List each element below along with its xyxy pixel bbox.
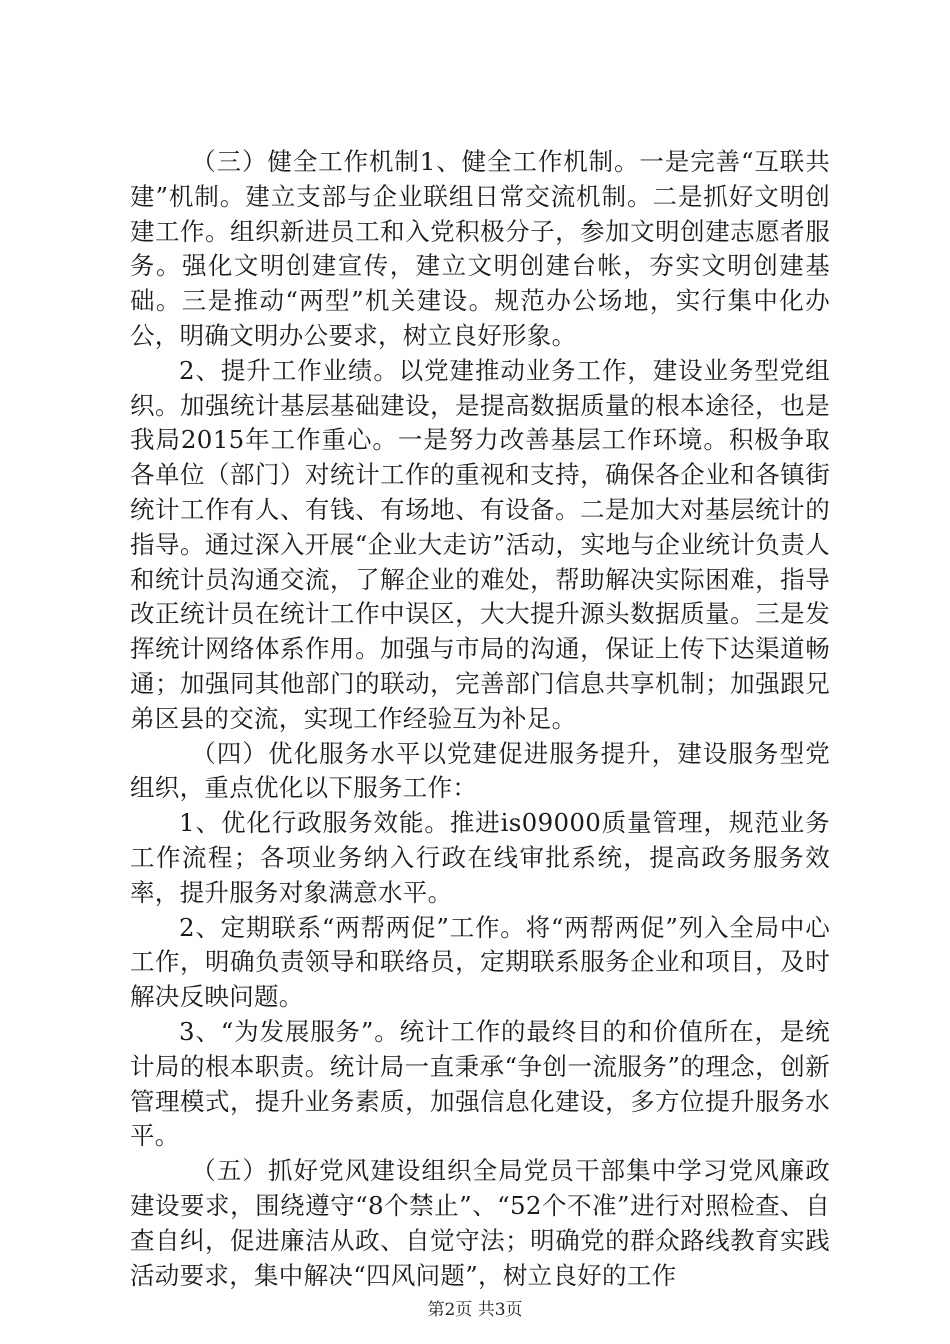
paragraph-section-3: （三）健全工作机制1、健全工作机制。一是完善“互联共建”机制。建立支部与企业联组日常交流机制。二是抓好文明创建工作。组织新进员工和入党积极分子，参加文明创建志愿者服务。强化文明创建宣传，建立文明创建台帐，夯实文明创建基础。三是推动“两型”机关建设。规范办公场地，实行集中化办公，明确文明办公要求，树立良好形象。 [130,147,831,350]
paragraph-section-5: （五）抓好党风建设组织全局党员干部集中学习党风廉政建设要求，围绕遵守“8个禁止”、“52个不准”进行对照检查、自查自纠，促进廉洁从政、自觉守法；明确党的群众路线教育实践活动要求，集中解决“四风问题”，树立良好的工作 [130,1156,830,1290]
paragraph-item-3-development: 3、“为发展服务”。统计工作的最终目的和价值所在，是统计局的根本职责。统计局一直秉承“争创一流服务”的理念，创新管理模式，提升业务素质，加强信息化建设，多方位提升服务水平。 [130,1016,830,1151]
page-footer: 第2页 共3页 [427,1300,523,1320]
document-body [130,145,830,1293]
paragraph-item-2-performance: 2、提升工作业绩。以党建推动业务工作，建设业务型党组织。加强统计基层基础建设，是提高数据质量的根本途径，也是我局2015年工作重心。一是努力改善基层工作环境。积极争取各单位（部门）对统计工作的重视和支持，确保各企业和各镇街统计工作有人、有钱、有场地、有设备。二是加大对基层统计的指导。通过深入开展“企业大走访”活动，实地与企业统计负责人和统计员沟通交流，了解企业的难处，帮助解决实际困难，指导改正统计员在统计工作中误区，大大提升源头数据质量。三是发挥统计网络体系作用。加强与市局的沟通，保证上传下达渠道畅通；加强同其他部门的联动，完善部门信息共享机制；加强跟兄弟区县的交流，实现工作经验互为补足。 [130,355,830,733]
paragraph-item-1-service: 1、优化行政服务效能。推进is09000质量管理，规范业务工作流程；各项业务纳入行政在线审批系统，提高政务服务效率，提升服务对象满意水平。 [130,808,830,907]
paragraph-section-4: （四）优化服务水平以党建促进服务提升，建设服务型党组织，重点优化以下服务工作： [130,738,830,803]
paragraph-item-2-contact: 2、定期联系“两帮两促”工作。将“两帮两促”列入全局中心工作，明确负责领导和联络员，定期联系服务企业和项目，及时解决反映问题。 [130,912,830,1012]
